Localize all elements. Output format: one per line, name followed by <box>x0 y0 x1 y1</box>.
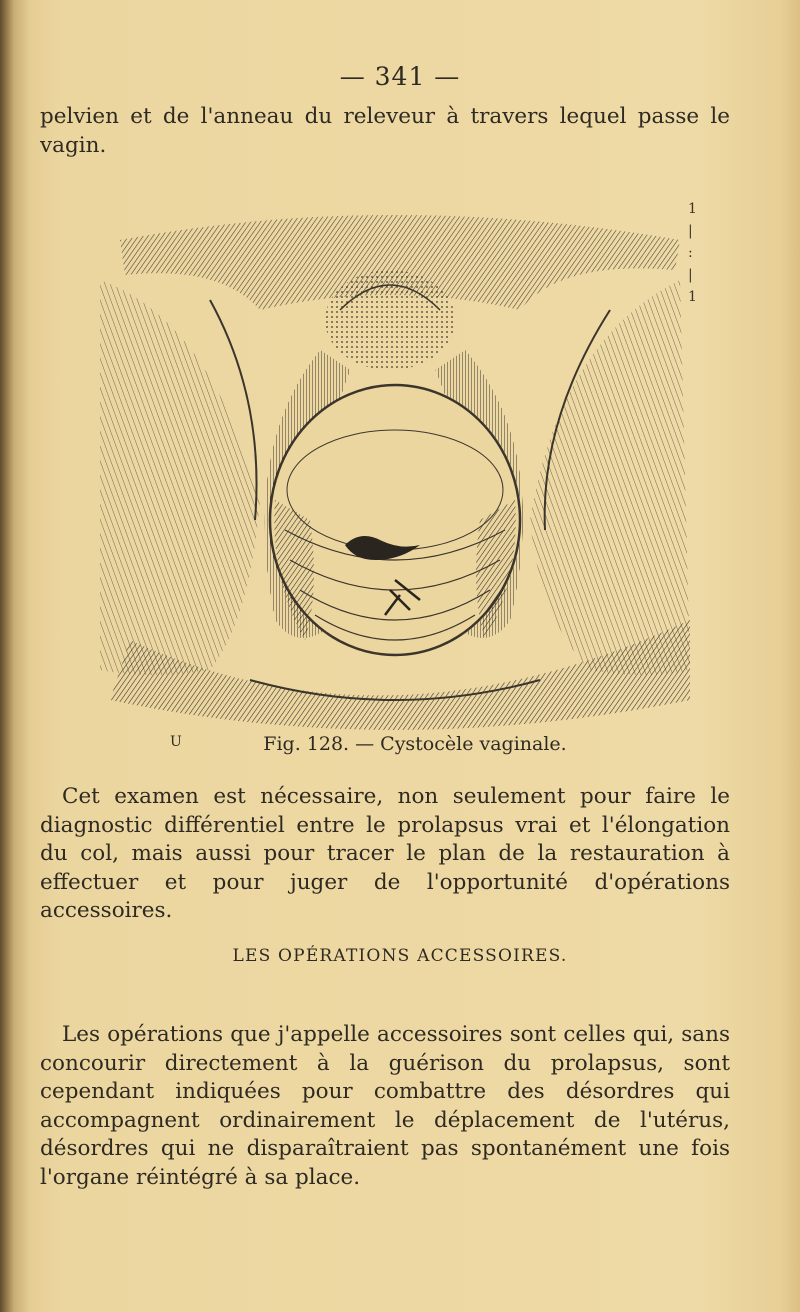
engraving-illustration <box>90 200 710 730</box>
page-number: — 341 — <box>339 62 461 91</box>
margin-marks: 1 | : | 1 <box>688 201 697 305</box>
left-thigh <box>100 280 260 675</box>
paragraph-examen: Cet examen est nécessaire, non seulement pour faire le diagnostic différentiel entre le prolapsus vrai et l'élongation du col, mais aussi pour tracer le plan de la restauration à effectuer et pour juger de l'opportunité d'opérations accessoires. <box>40 784 730 924</box>
paragraph-operations: Les opérations que j'appelle accessoires sont celles qui, sans concourir directement à la guérison du prolapsus, sont cependant indiquées pour combattre des désordres qui accompagnent ordinairement le déplacement de l'utérus, désordres qui ne disparaîtraient pas spontanément une fois l'organe réintégré à sa place. <box>40 1022 730 1190</box>
figure-label-letter: U <box>170 734 182 750</box>
figure-caption: Fig. 128. — Cystocèle vaginale. <box>263 733 567 755</box>
paragraph-intro: pelvien et de l'anneau du releveur à travers lequel passe le vagin. <box>40 104 730 158</box>
section-heading: LES OPÉRATIONS ACCESSOIRES. <box>232 946 568 966</box>
right-thigh <box>530 280 690 675</box>
